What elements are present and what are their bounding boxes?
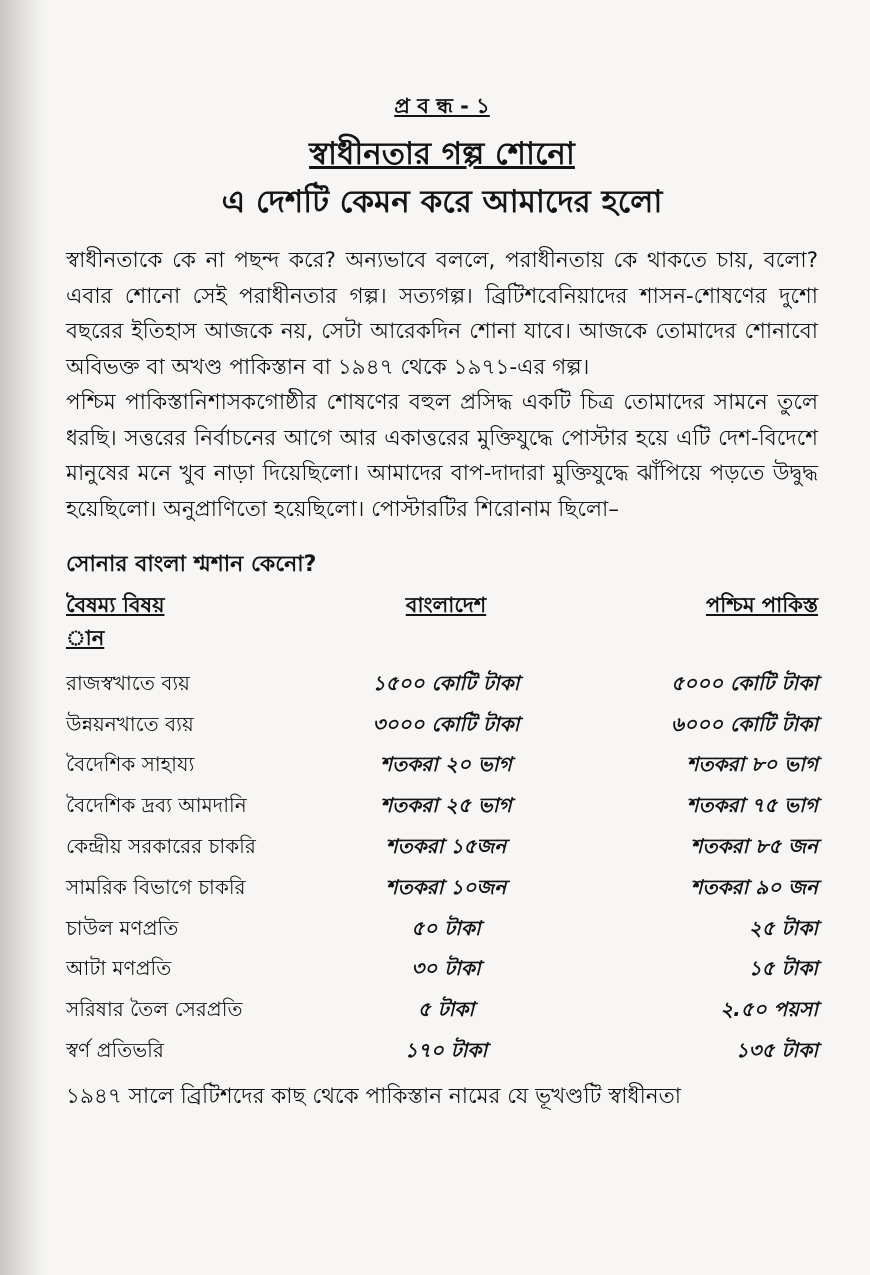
row-bangladesh-value: ১৫০০ কোটি টাকা: [372, 670, 520, 695]
row-west-pakistan-value: ২.৫০ পয়সা: [720, 997, 818, 1022]
table-row: [66, 951, 818, 992]
disparity-table: [66, 665, 818, 1073]
row-subject: বৈদেশিক সাহায্য: [66, 752, 195, 777]
header-west-pakistan-wrap: ান: [66, 626, 105, 650]
row-subject: রাজস্বখাতে ব্যয়: [66, 670, 190, 695]
poster-intro-paragraph: পশ্চিম পাকিস্তানিশাসকগোষ্ঠীর শোষণের বহুল প্রসিদ্ধ একটি চিত্র তোমাদের সামনে তুলে ধরছি। সত্তরের নির্বাচনের আগে আর একাত্তরের মুক্তিযুদ্ধে পোস্টার হয়ে এটি দেশ-বিদেশে মানুষের মনে খুব নাড়া দিয়েছিলো। আমাদের বাপ-দাদারা মুক্তিযুদ্ধে ঝাঁপিয়ে পড়তে উদ্বুদ্ধ হয়েছিলো। অনুপ্রাণিতো হয়েছিলো। পোস্টারটির শিরোনাম ছিলো–: [66, 390, 818, 522]
book-page: [66, 90, 818, 1115]
header-bangladesh: বাংলাদেশ: [405, 593, 487, 617]
table-row: [66, 910, 818, 951]
header-subject: বৈষম্য বিষয়: [66, 593, 165, 617]
row-west-pakistan-value: শতকরা ৯০ জন: [690, 874, 818, 899]
page-gutter-shadow: [0, 0, 46, 1275]
row-subject: সরিষার তৈল সেরপ্রতি: [66, 997, 243, 1022]
table-row: [66, 747, 818, 788]
row-bangladesh-value: শতকরা ১৫জন: [385, 834, 507, 859]
article-title: স্বাধীনতার গল্প শোনো: [309, 136, 575, 172]
table-row: [66, 665, 818, 706]
table-row: [66, 706, 818, 747]
article-subtitle: এ দেশটি কেমন করে আমাদের হলো: [221, 184, 663, 220]
row-subject: আটা মণপ্রতি: [66, 956, 172, 981]
row-subject: স্বর্ণ প্রতিভরি: [66, 1038, 164, 1063]
row-subject: চাউল মণপ্রতি: [66, 915, 179, 940]
row-west-pakistan-value: ২৫ টাকা: [748, 915, 818, 940]
row-bangladesh-value: শতকরা ২৫ ভাগ: [380, 793, 512, 818]
row-west-pakistan-value: শতকরা ৮০ ভাগ: [686, 752, 818, 777]
row-west-pakistan-value: ১৫ টাকা: [748, 956, 818, 981]
row-subject: উন্নয়নখাতে ব্যয়: [66, 711, 194, 736]
row-subject: সামরিক বিভাগে চাকরি: [66, 874, 246, 899]
row-bangladesh-value: ১৭০ টাকা: [404, 1038, 488, 1063]
table-row: [66, 787, 818, 828]
row-bangladesh-value: ৫০ টাকা: [411, 915, 481, 940]
table-row: [66, 828, 818, 869]
row-west-pakistan-value: শতকরা ৭৫ ভাগ: [686, 793, 818, 818]
table-row: [66, 869, 818, 910]
closing-line: ১৯৪৭ সালে ব্রিটিশদের কাছ থেকে পাকিস্তান নামের যে ভূখণ্ডটি স্বাধীনতা: [66, 1083, 681, 1109]
intro-paragraph: স্বাধীনতাকে কে না পছন্দ করে? অন্যভাবে বললে, পরাধীনতায় কে থাকতে চায়, বলো? এবার শোনো সেই পরাধীনতার গল্প। সত্যগল্প। ব্রিটিশবেনিয়াদের শাসন-শোষণের দুশো বছরের ইতিহাস আজকে নয়, সেটা আরেকদিন শোনা যাবে। আজকে তোমাদের শোনাবো অবিভক্ত বা অখণ্ড পাকিস্তান বা ১৯৪৭ থেকে ১৯৭১-এর গল্প।: [66, 248, 818, 380]
table-header: [66, 587, 818, 623]
table-row: [66, 991, 818, 1032]
row-west-pakistan-value: শতকরা ৮৫ জন: [690, 834, 818, 859]
row-bangladesh-value: ৩০ টাকা: [411, 956, 481, 981]
row-west-pakistan-value: ১৩৫ টাকা: [735, 1038, 818, 1063]
row-subject: বৈদেশিক দ্রব্য আমদানি: [66, 793, 247, 818]
row-west-pakistan-value: ৬০০০ কোটি টাকা: [671, 711, 818, 736]
table-row: [66, 1032, 818, 1073]
row-west-pakistan-value: ৫০০০ কোটি টাকা: [671, 670, 818, 695]
row-bangladesh-value: ৫ টাকা: [417, 997, 475, 1022]
row-subject: কেন্দ্রীয় সরকারের চাকরি: [66, 834, 256, 859]
row-bangladesh-value: শতকরা ২০ ভাগ: [380, 752, 512, 777]
row-bangladesh-value: ৩০০০ কোটি টাকা: [372, 711, 520, 736]
poster-heading: সোনার বাংলা শ্মশান কেনো?: [66, 552, 317, 577]
article-label: প্র ব ন্ধ - ১: [394, 94, 490, 118]
header-west-pakistan: পশ্চিম পাকিস্ত: [705, 593, 818, 617]
row-bangladesh-value: শতকরা ১০জন: [385, 874, 507, 899]
